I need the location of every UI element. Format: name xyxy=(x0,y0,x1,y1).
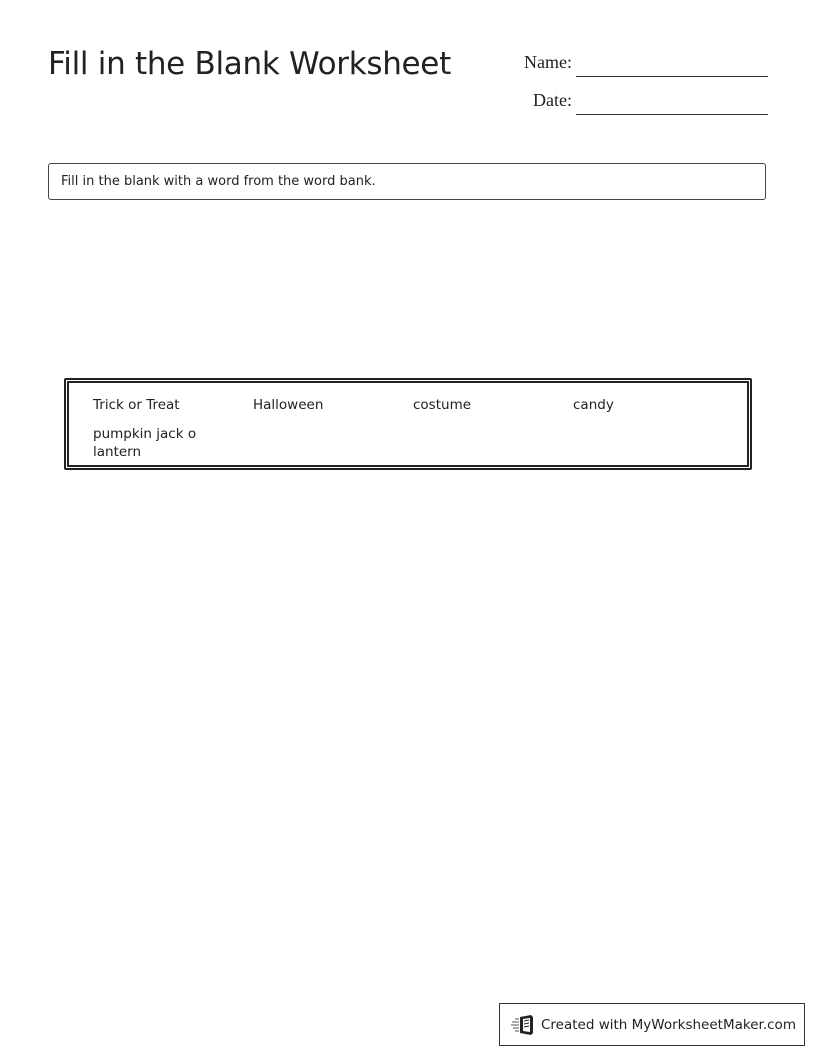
word-bank-item: Trick or Treat xyxy=(93,397,180,413)
name-line[interactable] xyxy=(576,76,768,77)
instructions-text: Fill in the blank with a word from the word bank. xyxy=(61,174,376,189)
worksheet-logo-icon xyxy=(511,1015,535,1035)
word-bank-item: Halloween xyxy=(253,397,324,413)
name-field xyxy=(500,52,572,76)
date-label: Date: xyxy=(533,90,572,110)
page-title: Fill in the Blank Worksheet xyxy=(48,46,451,82)
word-bank xyxy=(64,378,752,470)
date-line[interactable] xyxy=(576,114,768,115)
word-bank-item: candy xyxy=(573,397,614,413)
word-bank-item: pumpkin jack o lantern xyxy=(93,426,197,460)
instructions-box xyxy=(48,163,766,200)
name-label: Name: xyxy=(524,52,572,72)
date-field xyxy=(500,90,572,114)
footer-text: Created with MyWorksheetMaker.com xyxy=(541,1016,796,1033)
word-bank-item: costume xyxy=(413,397,472,413)
footer-badge[interactable] xyxy=(499,1003,805,1046)
